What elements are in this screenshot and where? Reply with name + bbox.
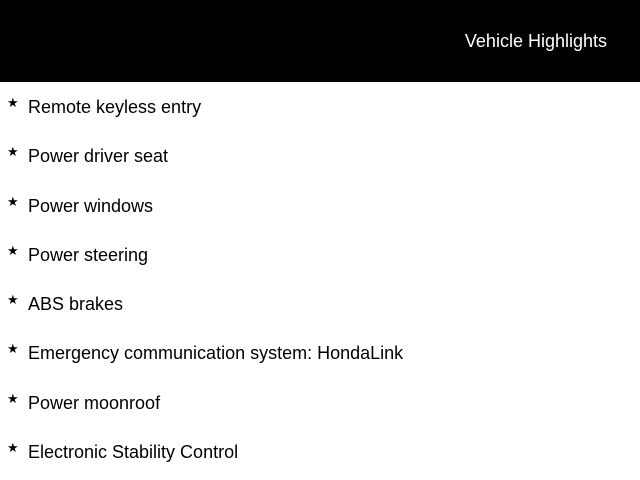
highlight-label: Power driver seat <box>28 146 169 167</box>
star-icon: ★ <box>7 391 19 407</box>
star-icon: ★ <box>7 194 19 210</box>
list-item <box>0 378 640 427</box>
page-title: Vehicle Highlights <box>464 31 607 51</box>
list-item <box>0 427 640 476</box>
highlight-label: Power moonroof <box>28 392 161 413</box>
highlight-label: Remote keyless entry <box>28 97 202 117</box>
star-icon: ★ <box>7 293 19 309</box>
highlights-list <box>0 82 640 476</box>
header-bar <box>0 0 640 82</box>
list-item <box>0 181 640 230</box>
highlight-label: ABS brakes <box>28 294 124 315</box>
list-item <box>0 328 640 377</box>
list-item <box>0 82 640 131</box>
highlight-label: Emergency communication system: HondaLink <box>28 343 404 364</box>
star-icon: ★ <box>7 96 19 111</box>
highlight-label: Power steering <box>28 244 149 265</box>
list-item <box>0 230 640 279</box>
star-icon: ★ <box>7 342 19 358</box>
star-icon: ★ <box>7 441 19 457</box>
highlight-label: Power windows <box>28 195 154 216</box>
highlight-label: Electronic Stability Control <box>28 442 239 463</box>
list-item <box>0 131 640 180</box>
star-icon: ★ <box>7 243 19 259</box>
star-icon: ★ <box>7 145 19 161</box>
list-item <box>0 279 640 328</box>
